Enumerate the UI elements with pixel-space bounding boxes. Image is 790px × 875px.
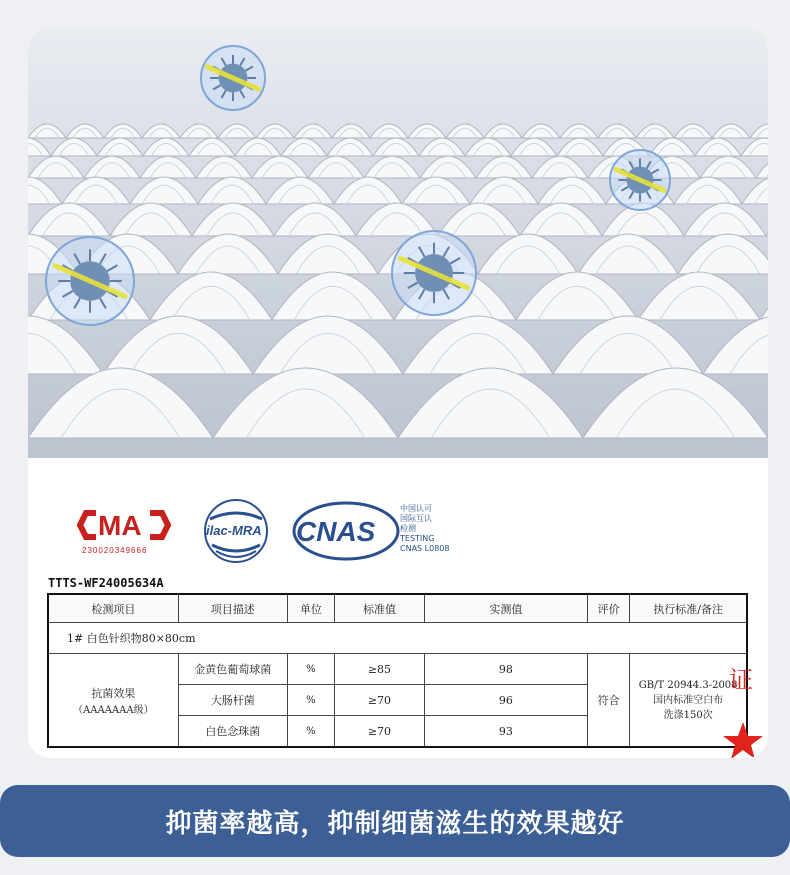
category-label: 抗菌效果: [91, 686, 136, 700]
evaluation-cell: 符合: [587, 654, 629, 748]
content-card: [28, 28, 768, 758]
virus-icon: [610, 150, 670, 210]
cnas-caption-4: TESTING: [400, 534, 435, 543]
header-measured: 实测值: [424, 594, 587, 623]
certification-logos: [28, 483, 768, 583]
stamp-glyph: 证: [729, 666, 753, 694]
cnas-caption-1: 中国认可: [400, 504, 432, 513]
sample-description: 1# 白色针织物80×80cm: [48, 623, 747, 654]
test-report-table: [47, 593, 748, 748]
row-standard: ≥85: [335, 654, 425, 685]
row-description: 白色念珠菌: [178, 716, 287, 748]
virus-icon: [392, 231, 476, 315]
row-standard: ≥70: [335, 716, 425, 748]
remark-line: 国内标准空白布: [653, 694, 724, 706]
cnas-caption-3: 检测: [400, 524, 416, 533]
row-measured: 96: [424, 685, 587, 716]
row-measured: 93: [424, 716, 587, 748]
cnas-caption-2: 国际互认: [400, 514, 432, 523]
row-description: 大肠杆菌: [178, 685, 287, 716]
cnas-caption-5: CNAS L0808: [400, 544, 450, 553]
row-standard: ≥70: [335, 685, 425, 716]
remark-line: GB/T 20944.3-2008: [638, 679, 738, 691]
cnas-logo: [294, 503, 449, 559]
table-row: [48, 654, 747, 685]
fabric-illustration: [28, 28, 768, 458]
remark-line: 洗涤150次: [663, 709, 713, 721]
cma-logo: [80, 510, 168, 555]
header-description: 项目描述: [178, 594, 287, 623]
row-measured: 98: [424, 654, 587, 685]
category-grade: （AAAAAAA级）: [73, 704, 154, 716]
table-row: [48, 623, 747, 654]
star-icon: [723, 722, 763, 758]
header-unit: 单位: [287, 594, 334, 623]
category-cell: [48, 654, 178, 748]
report-number: TTTS-WF24005634A: [48, 576, 164, 590]
header-test-item: 检测项目: [48, 594, 178, 623]
row-unit: %: [287, 716, 334, 748]
header-evaluation: 评价: [587, 594, 629, 623]
row-unit: %: [287, 654, 334, 685]
fabric-hero-image: [28, 28, 768, 458]
row-description: 金黄色葡萄球菌: [178, 654, 287, 685]
red-stamp: [723, 660, 768, 758]
cma-number: 230020349666: [82, 546, 148, 555]
table-header-row: [48, 594, 747, 623]
slogan-banner: [0, 785, 790, 857]
slogan-text: 抑菌率越高，抑制细菌滋生的效果越好: [165, 808, 625, 839]
row-unit: %: [287, 685, 334, 716]
cma-text: MA: [98, 510, 142, 541]
header-remark: 执行标准/备注: [630, 594, 747, 623]
ilac-mra-logo: [205, 500, 267, 562]
header-standard: 标准值: [335, 594, 425, 623]
virus-icon: [201, 46, 265, 110]
ilac-text: ilac-MRA: [206, 523, 262, 538]
cnas-text: CNAS: [296, 516, 376, 547]
virus-icon: [46, 237, 134, 325]
